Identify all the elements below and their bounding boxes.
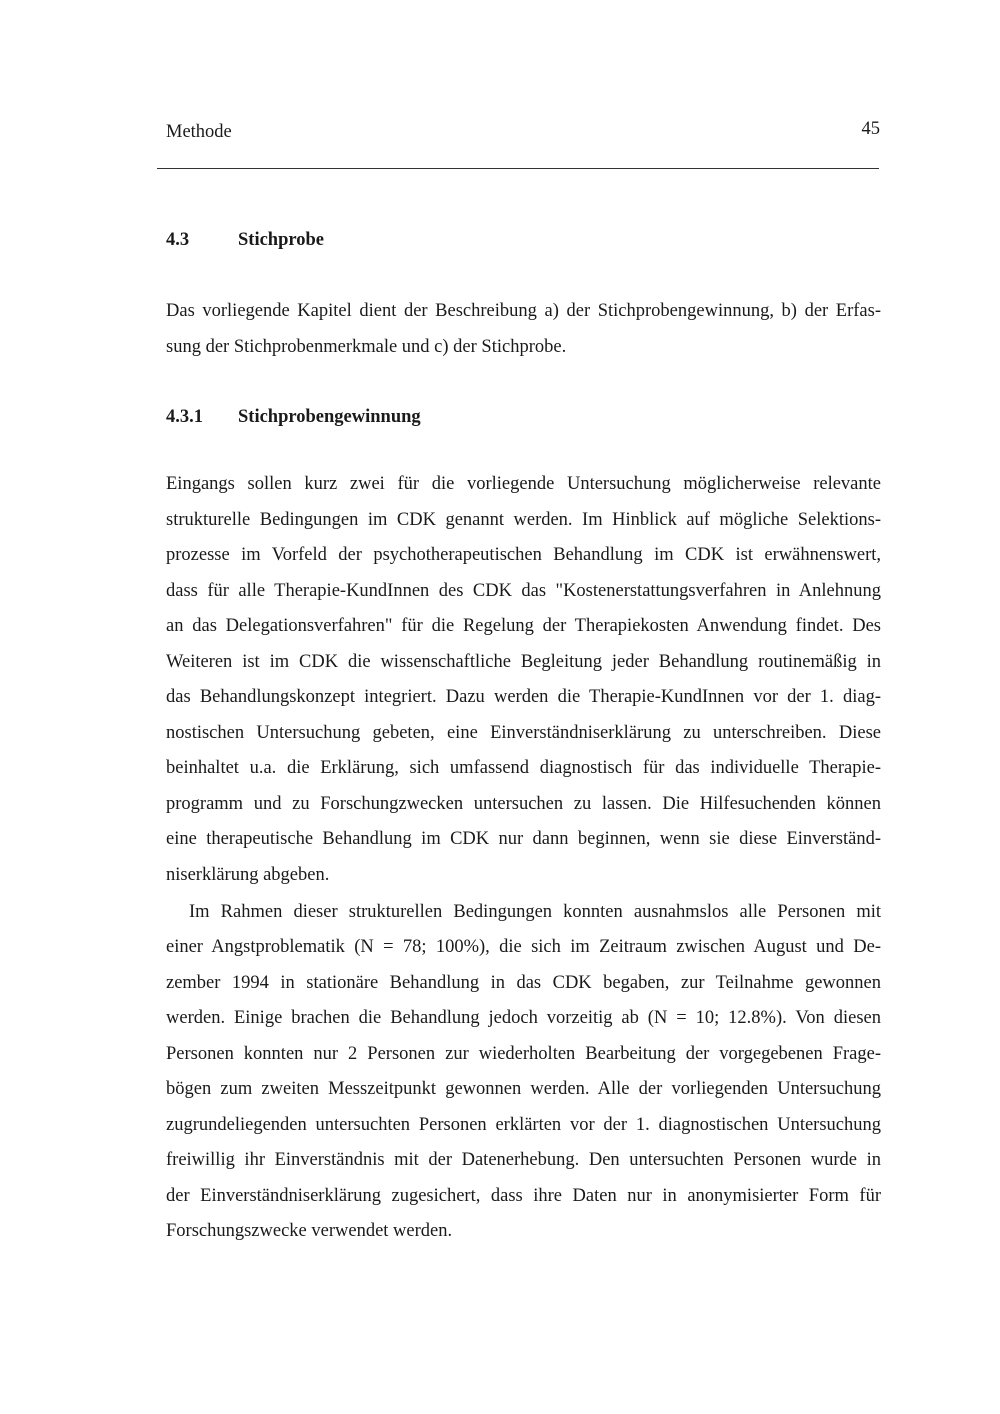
text-line: Im Rahmen dieser strukturellen Bedingungen konnten ausnahmslos alle Personen mit bbox=[189, 902, 881, 922]
text-line: nostischen Untersuchung gebeten, eine Einverständniserklärung zu unterschreiben. Diese bbox=[166, 723, 881, 743]
text-line: prozesse im Vorfeld der psychotherapeutischen Behandlung im CDK ist erwähnenswert, bbox=[166, 545, 881, 565]
text-line: Eingangs sollen kurz zwei für die vorliegende Untersuchung möglicherweise relevante bbox=[166, 474, 881, 494]
text-line: beinhaltet u.a. die Erklärung, sich umfassend diagnostisch für das individuelle Therapie- bbox=[166, 758, 881, 778]
text-line: bögen zum zweiten Messzeitpunkt gewonnen werden. Alle der vorliegenden Untersuchung bbox=[166, 1079, 881, 1099]
text-line: an das Delegationsverfahren" für die Regelung der Therapiekosten Anwendung findet. Des bbox=[166, 616, 881, 636]
text-line: sung der Stichprobenmerkmale und c) der Stichprobe. bbox=[166, 337, 567, 357]
text-line: das Behandlungskonzept integriert. Dazu werden die Therapie-KundInnen vor der 1. diag- bbox=[166, 687, 881, 707]
text-line: strukturelle Bedingungen im CDK genannt werden. Im Hinblick auf mögliche Selektions- bbox=[166, 510, 881, 530]
text-line: Personen konnten nur 2 Personen zur wiederholten Bearbeitung der vorgegebenen Frage- bbox=[166, 1044, 881, 1064]
text-line: zember 1994 in stationäre Behandlung in das CDK begaben, zur Teilnahme gewonnen bbox=[166, 973, 881, 993]
text-line: Weiteren ist im CDK die wissenschaftliche Begleitung jeder Behandlung routinemäßig in bbox=[166, 652, 881, 672]
text-line: dass für alle Therapie-KundInnen des CDK das "Kostenerstattungsverfahren in Anlehnung bbox=[166, 581, 881, 601]
subsection-heading bbox=[166, 405, 421, 429]
text-line: zugrundeliegenden untersuchten Personen erklärten vor der 1. diagnostischen Untersuchung bbox=[166, 1115, 881, 1135]
subsection-title: Stichprobengewinnung bbox=[238, 407, 421, 427]
text-line: niserklärung abgeben. bbox=[166, 865, 330, 885]
section-title: Stichprobe bbox=[238, 230, 325, 250]
running-header-title: Methode bbox=[166, 122, 232, 142]
text-line: werden. Einige brachen die Behandlung jedoch vorzeitig ab (N = 10; 12.8%). Von diesen bbox=[166, 1008, 881, 1028]
header-divider bbox=[157, 168, 879, 169]
subsection-number: 4.3.1 bbox=[166, 407, 203, 427]
text-line: programm und zu Forschungzwecken untersuchen zu lassen. Die Hilfesuchenden können bbox=[166, 794, 881, 814]
section-number: 4.3 bbox=[166, 230, 190, 250]
text-line: der Einverständniserklärung zugesichert, dass ihre Daten nur in anonymisierter Form für bbox=[166, 1186, 881, 1206]
text-line: einer Angstproblematik (N = 78; 100%), die sich im Zeitraum zwischen August und De- bbox=[166, 937, 881, 957]
text-line: Forschungszwecke verwendet werden. bbox=[166, 1221, 453, 1241]
section-heading bbox=[166, 228, 324, 252]
text-line: Das vorliegende Kapitel dient der Beschreibung a) der Stichprobengewinnung, b) der Erfas- bbox=[166, 301, 881, 321]
page-number: 45 bbox=[861, 119, 880, 139]
text-line: eine therapeutische Behandlung im CDK nur dann beginnen, wenn sie diese Einverständ- bbox=[166, 829, 881, 849]
text-line: freiwillig ihr Einverständnis mit der Datenerhebung. Den untersuchten Personen wurde in bbox=[166, 1150, 881, 1170]
